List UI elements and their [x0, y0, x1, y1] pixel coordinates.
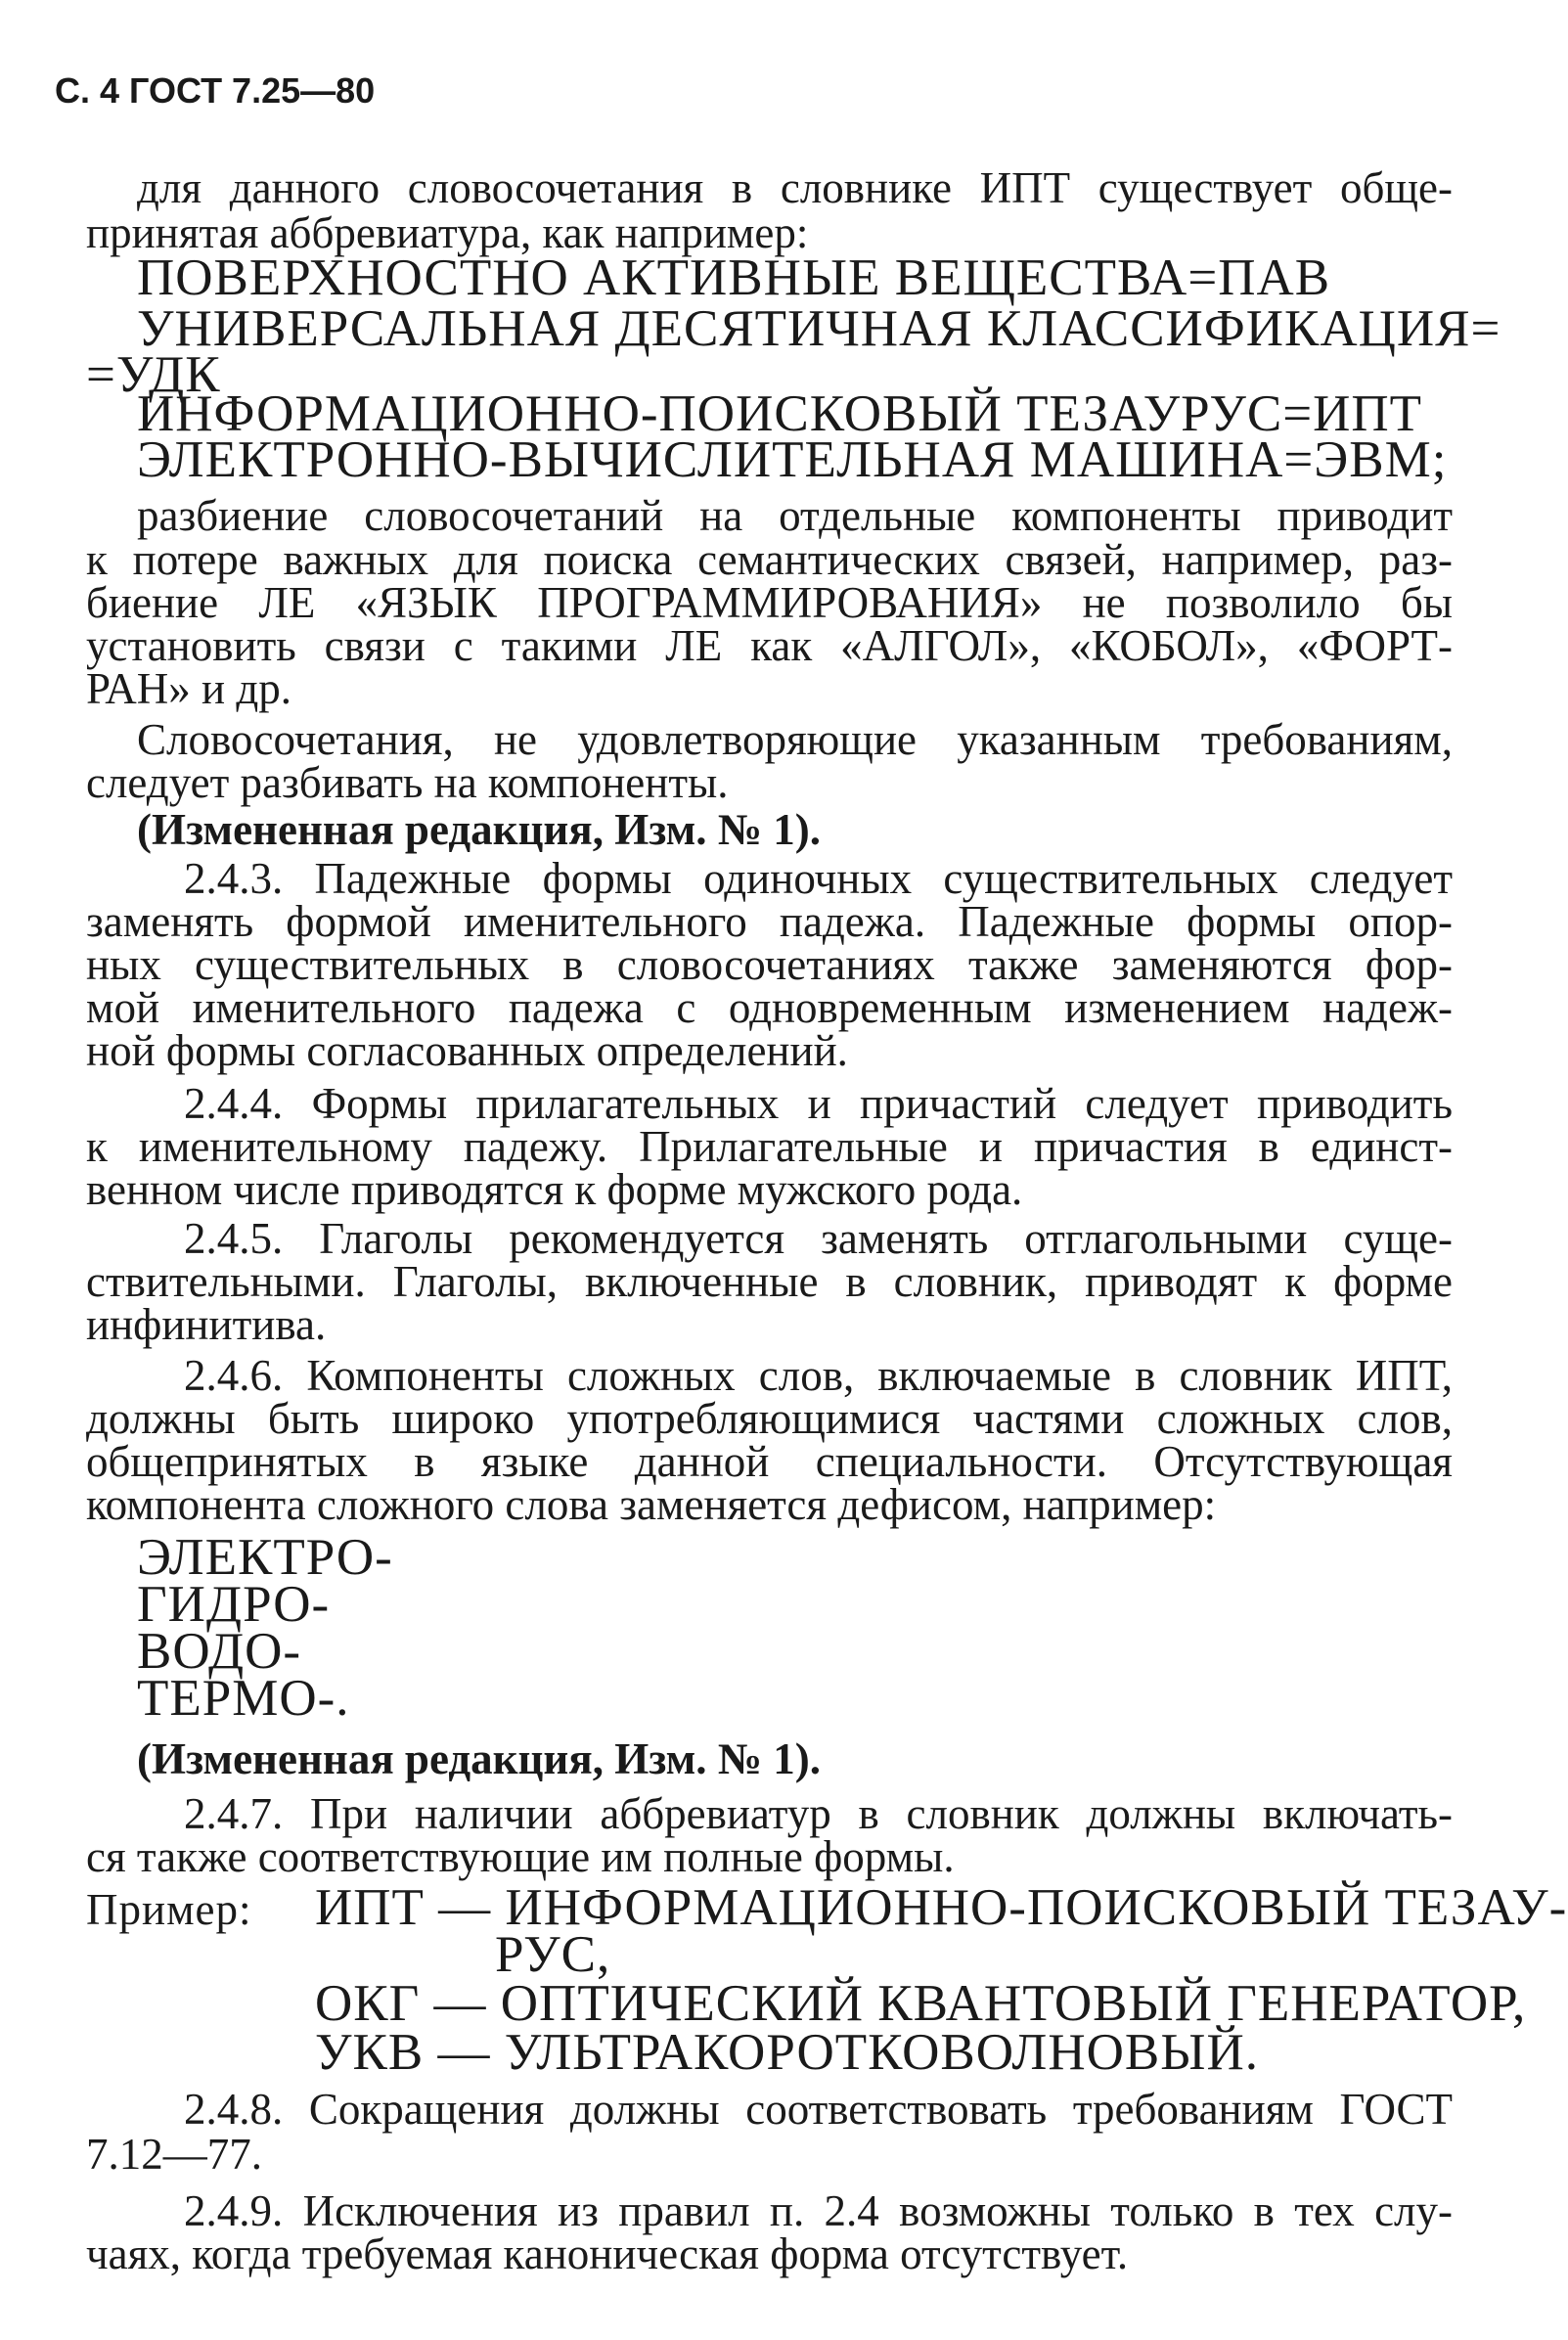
text-line: 2.4.7. При наличии аббревиатур в словник должны включать-: [184, 1789, 1453, 1838]
text-line: 2.4.3. Падежные формы одиночных существительных следует: [184, 854, 1453, 903]
component-item: ТЕРМО-.: [137, 1670, 350, 1727]
example-line: ОКГ — ОПТИЧЕСКИЙ КВАНТОВЫЙ ГЕНЕРАТОР,: [315, 1975, 1527, 2032]
example-label: Пример:: [86, 1885, 252, 1934]
text-line: ствительными. Глаголы, включенные в словник, приводят к форме: [86, 1257, 1453, 1306]
text-line: 2.4.9. Исключения из правил п. 2.4 возможны только в тех слу-: [184, 2186, 1453, 2235]
example-line: РУС,: [495, 1926, 611, 1983]
amendment-note: (Измененная редакция, Изм. № 1).: [137, 805, 822, 854]
amendment-note: (Измененная редакция, Изм. № 1).: [137, 1734, 822, 1783]
text-line: Словосочетания, не удовлетворяющие указанным требованиям,: [137, 715, 1453, 764]
example-line: УКВ — УЛЬТРАКОРОТКОВОЛНОВЫЙ.: [315, 2024, 1259, 2081]
text-line: 2.4.4. Формы прилагательных и причастий следует приводить: [184, 1079, 1453, 1128]
text-line: компонента сложного слова заменяется дефисом, например:: [86, 1480, 1217, 1529]
text-line: мой именительного падежа с одновременным изменением надеж-: [86, 983, 1453, 1032]
text-line: для данного словосочетания в словнике ИПТ существует обще-: [137, 163, 1453, 212]
text-line: ся также соответствующие им полные формы.: [86, 1832, 955, 1881]
component-item: ВОДО-: [137, 1623, 302, 1680]
text-line: разбиение словосочетаний на отдельные компоненты приводит: [137, 491, 1453, 540]
text-line: чаях, когда требуемая каноническая форма отсутствует.: [86, 2229, 1129, 2278]
text-line: биение ЛЕ «ЯЗЫК ПРОГРАММИРОВАНИЯ» не позволило бы: [86, 578, 1453, 627]
text-line: 2.4.6. Компоненты сложных слов, включаемые в словник ИПТ,: [184, 1351, 1453, 1400]
text-line: венном числе приводятся к форме мужского рода.: [86, 1165, 1023, 1214]
example-line: ИПТ — ИНФОРМАЦИОННО-ПОИСКОВЫЙ ТЕЗАУ-: [315, 1879, 1568, 1936]
text-line: общепринятых в языке данной специальности. Отсутствующая: [86, 1437, 1453, 1486]
text-line: 2.4.5. Глаголы рекомендуется заменять отглагольными суще-: [184, 1214, 1453, 1263]
component-item: ЭЛЕКТРО-: [137, 1529, 393, 1586]
text-line: следует разбивать на компоненты.: [86, 758, 729, 807]
text-line: заменять формой именительного падежа. Падежные формы опор-: [86, 897, 1453, 946]
text-line: инфинитива.: [86, 1300, 327, 1349]
text-line: РАН» и др.: [86, 664, 291, 713]
text-line: 7.12—77.: [86, 2130, 262, 2179]
abbreviation-line: ИНФОРМАЦИОННО-ПОИСКОВЫЙ ТЕЗАУРУС=ИПТ: [137, 385, 1423, 442]
abbreviation-line: УНИВЕРСАЛЬНАЯ ДЕСЯТИЧНАЯ КЛАССИФИКАЦИЯ=: [137, 300, 1501, 357]
text-line: установить связи с такими ЛЕ как «АЛГОЛ», «КОБОЛ», «ФОРТ-: [86, 621, 1453, 670]
page-header: С. 4 ГОСТ 7.25—80: [55, 70, 376, 111]
text-line: принятая аббревиатура, как например:: [86, 208, 809, 257]
text-line: 2.4.8. Сокращения должны соответствовать требованиям ГОСТ: [184, 2085, 1453, 2134]
abbreviation-line: =УДК: [86, 346, 221, 403]
text-line: к именительному падежу. Прилагательные и причастия в единст-: [86, 1122, 1453, 1171]
component-item: ГИДРО-: [137, 1576, 331, 1633]
text-line: должны быть широко употребляющимися частями сложных слов,: [86, 1394, 1453, 1443]
abbreviation-line: ПОВЕРХНОСТНО АКТИВНЫЕ ВЕЩЕСТВА=ПАВ: [137, 249, 1331, 306]
abbreviation-line: ЭЛЕКТРОННО-ВЫЧИСЛИТЕЛЬНАЯ МАШИНА=ЭВМ;: [137, 431, 1448, 488]
text-line: ной формы согласованных определений.: [86, 1026, 848, 1075]
text-line: ных существительных в словосочетаниях также заменяются фор-: [86, 940, 1453, 989]
text-line: к потере важных для поиска семантических связей, например, раз-: [86, 535, 1453, 584]
